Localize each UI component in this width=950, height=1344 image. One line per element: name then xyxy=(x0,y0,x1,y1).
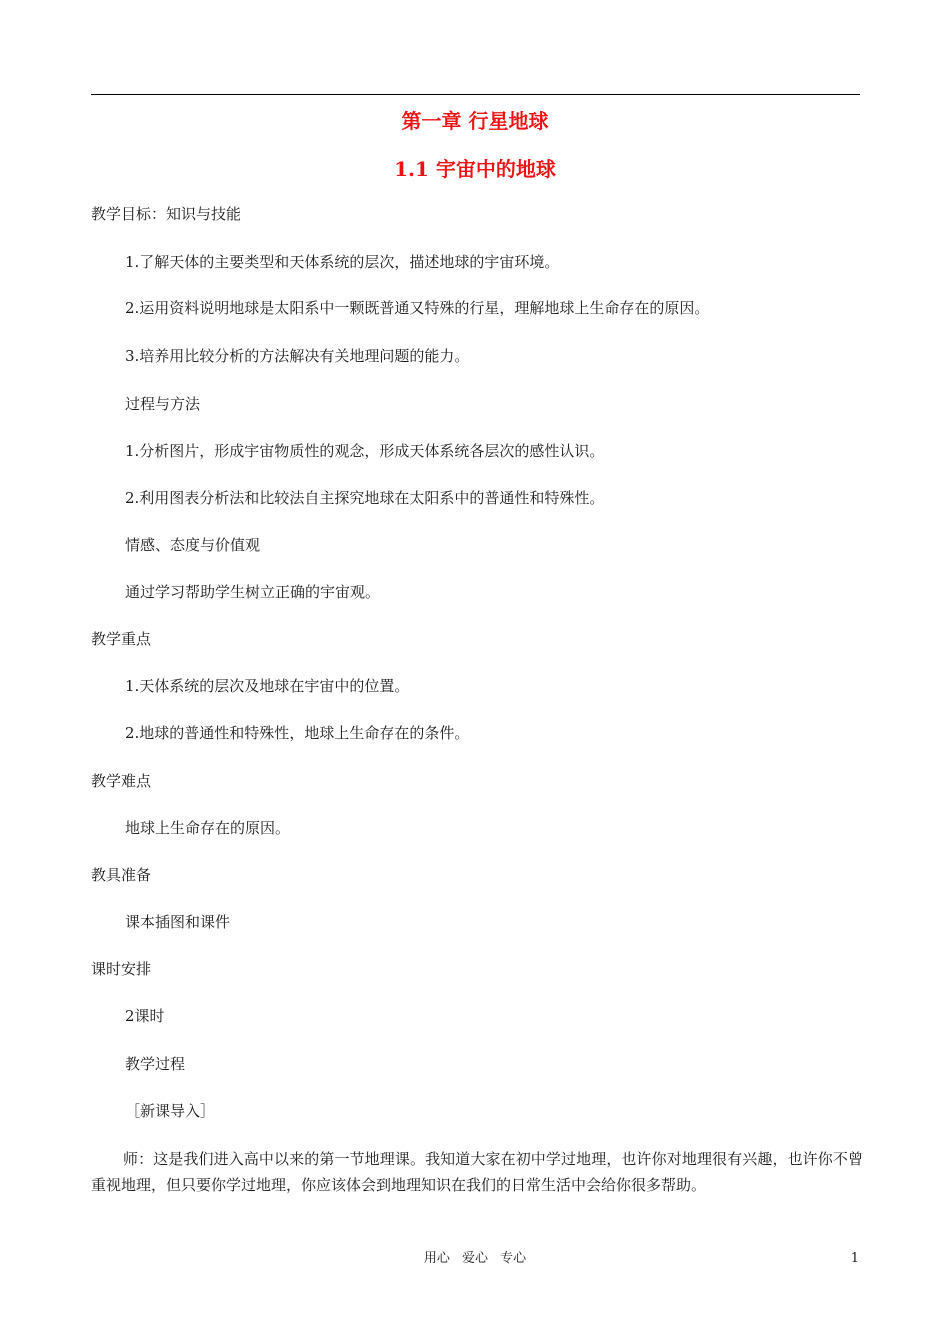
heading-teaching-aids: 教具准备 xyxy=(91,866,152,884)
chapter-title: 第一章 行星地球 xyxy=(401,109,549,133)
subheading-process-methods: 过程与方法 xyxy=(125,395,201,413)
heading-key-points: 教学重点 xyxy=(91,630,152,648)
key-point-item: 1.天体系统的层次及地球在宇宙中的位置。 xyxy=(125,677,410,695)
values-item: 通过学习帮助学生树立正确的宇宙观。 xyxy=(125,583,381,601)
page-number: 1 xyxy=(850,1251,859,1266)
section-title: 1.1 宇宙中的地球 xyxy=(394,157,556,181)
method-item: 1.分析图片，形成宇宙物质性的观念，形成天体系统各层次的感性认识。 xyxy=(125,442,605,460)
header-rule xyxy=(91,94,860,95)
footer-motto: 用心 爱心 专心 xyxy=(423,1251,527,1266)
method-item: 2.利用图表分析法和比较法自主探究地球在太阳系中的普通性和特殊性。 xyxy=(125,489,605,507)
objective-item: 3.培养用比较分析的方法解决有关地理问题的能力。 xyxy=(125,347,470,365)
teaching-aid-item: 课本插图和课件 xyxy=(125,913,231,931)
intro-paragraph: 师：这是我们进入高中以来的第一节地理课。我知道大家在初中学过地理，也许你对地理很有兴趣，也许你不曾重视地理，但只要你学过地理，你应该体会到地理知识在我们的日常生活中会给你很多帮助。 xyxy=(91,1150,863,1194)
heading-teaching-objectives: 教学目标：知识与技能 xyxy=(91,205,242,223)
key-point-item: 2.地球的普通性和特殊性，地球上生命存在的条件。 xyxy=(125,724,470,742)
subheading-teaching-process: 教学过程 xyxy=(125,1055,186,1073)
schedule-item: 2课时 xyxy=(125,1007,165,1025)
heading-schedule: 课时安排 xyxy=(91,960,152,978)
heading-difficulties: 教学难点 xyxy=(91,772,152,790)
subheading-new-lesson-intro: ［新课导入］ xyxy=(125,1102,216,1120)
objective-item: 2.运用资料说明地球是太阳系中一颗既普通又特殊的行星，理解地球上生命存在的原因。 xyxy=(125,299,710,317)
difficulty-item: 地球上生命存在的原因。 xyxy=(125,819,291,837)
objective-item: 1.了解天体的主要类型和天体系统的层次，描述地球的宇宙环境。 xyxy=(125,253,560,271)
subheading-values: 情感、态度与价值观 xyxy=(125,536,261,554)
